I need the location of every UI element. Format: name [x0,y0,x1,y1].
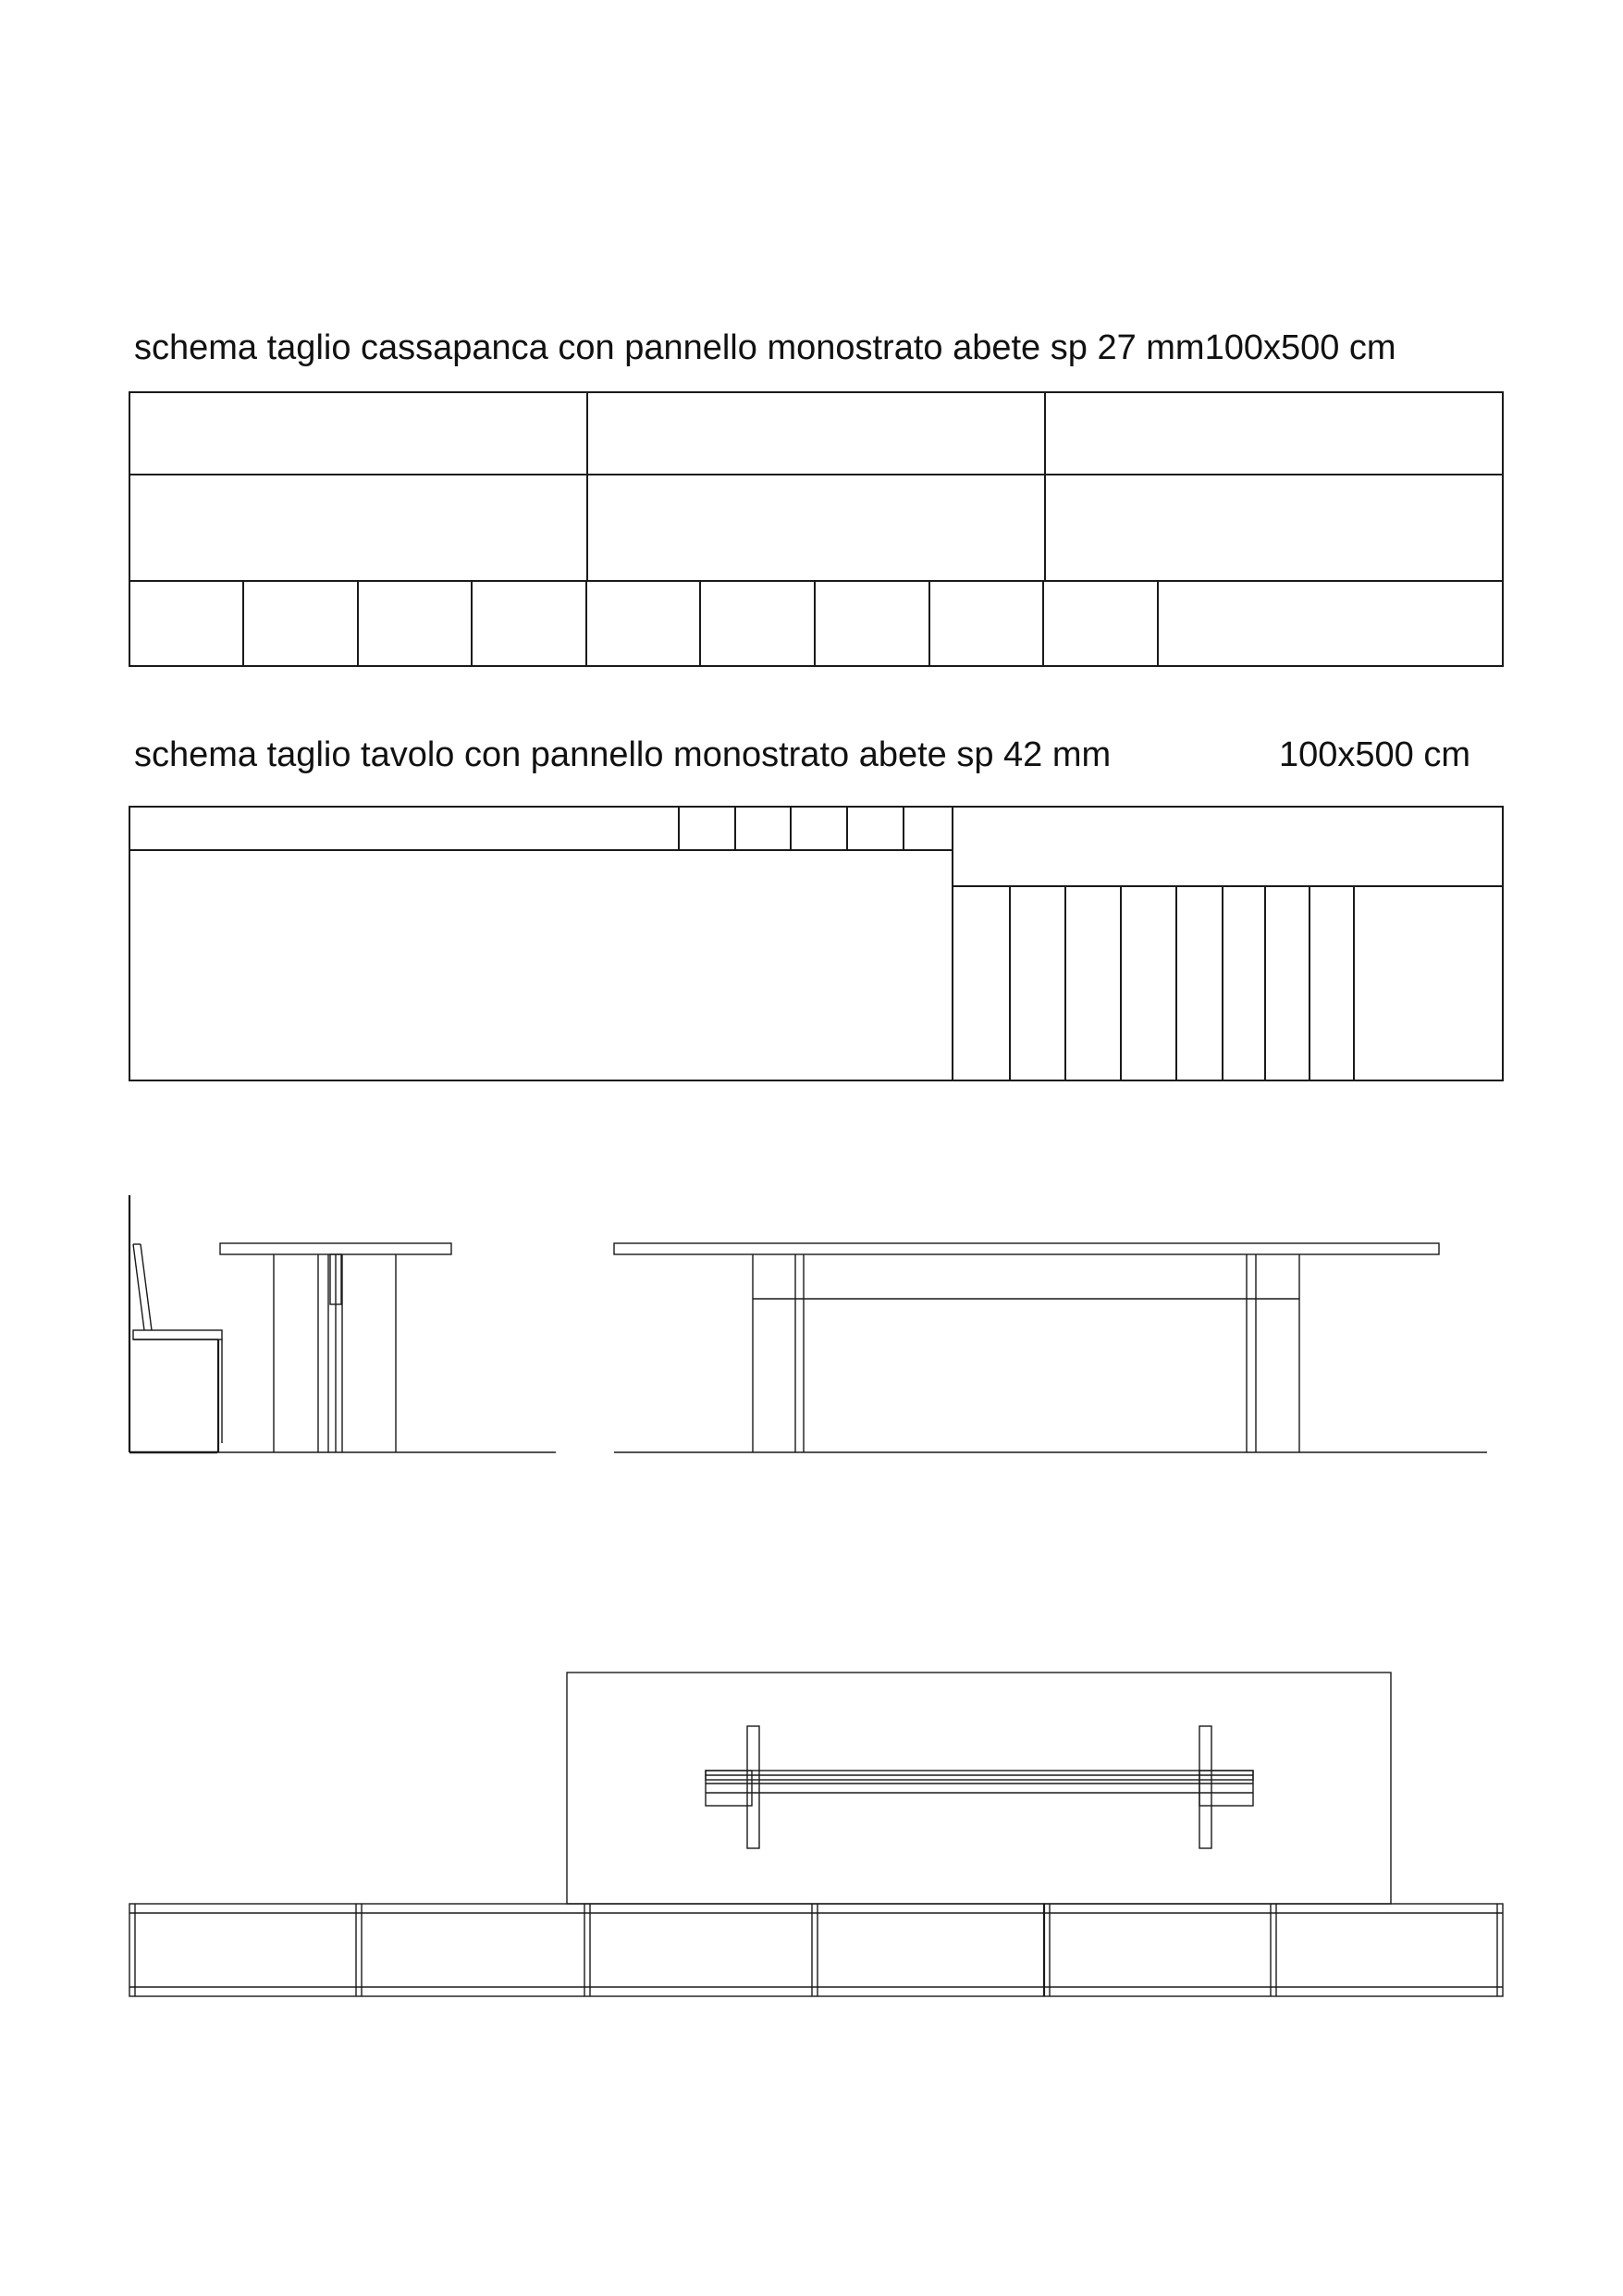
table-cut-caption: schema taglio tavolo con pannello monostrato abete sp 42 mm [134,735,1112,774]
bench-cut-scheme [129,392,1503,666]
base-foot-left-bar [747,1726,759,1848]
table-panel-outline [129,807,1503,1080]
table-top-plan [567,1673,1391,1904]
table-top-end [220,1243,451,1254]
bench-cut-caption: schema taglio cassapanca con pannello monostrato abete sp 27 mm100x500 cm [134,328,1396,367]
front-elevation [614,1243,1487,1452]
base-foot-right-bar [1199,1726,1211,1848]
table-cut-scheme [129,807,1503,1080]
plan-view [129,1673,1503,1996]
table-top-front [614,1243,1439,1254]
table-cut-size: 100x500 cm [1279,735,1471,774]
table-top-piece [129,850,953,1080]
side-elevation [129,1195,556,1452]
bench-modules-plan [129,1904,1503,1996]
bench-panel-outline [129,392,1503,666]
bench-seat [133,1330,222,1339]
